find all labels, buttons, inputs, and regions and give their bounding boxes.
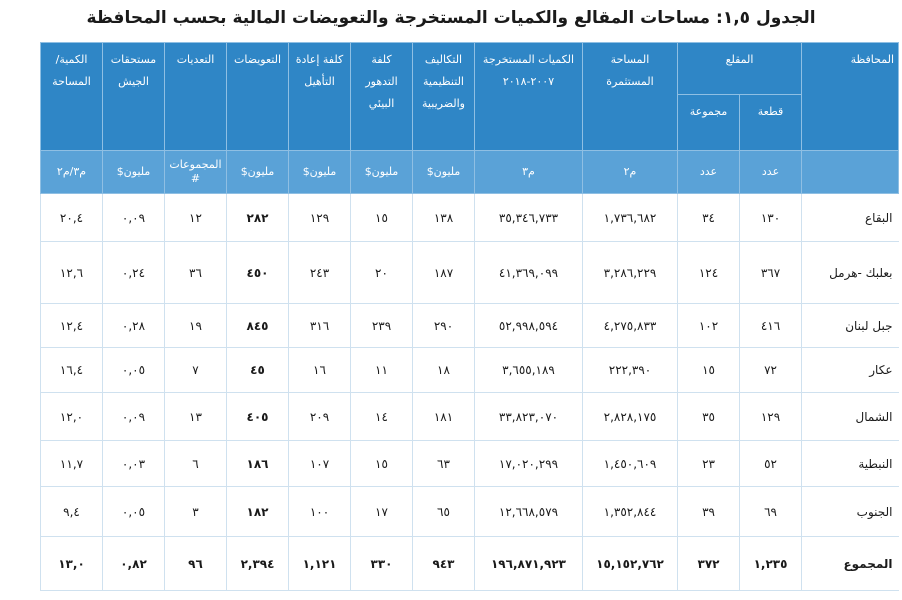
cell-compensation: ١٨٦ <box>227 441 289 487</box>
cell-degradation: ٢٠ <box>351 242 413 304</box>
header-ratio: الكمية/ المساحة <box>41 43 103 151</box>
cell-piece: ٧٢ <box>740 348 802 393</box>
table-row <box>41 304 899 348</box>
cell-costs: ٢٩٠ <box>413 304 475 348</box>
unit-province <box>802 151 899 194</box>
cell-quantities: ١٧,٠٢٠,٢٩٩ <box>475 441 583 487</box>
table-row <box>41 194 899 242</box>
cell-ratio: ٢٠,٤ <box>41 194 103 242</box>
cell-area: ٤,٢٧٥,٨٣٣ <box>583 304 678 348</box>
table-row <box>41 487 899 537</box>
cell-violations: ٧ <box>165 348 227 393</box>
cell-ratio: ١٦,٤ <box>41 348 103 393</box>
header-area: المساحة المستثمرة <box>583 43 678 151</box>
header-province: المحافظة <box>802 43 899 151</box>
cell-piece: ١,٢٣٥ <box>740 537 802 591</box>
cell-ratio: ١٢,٠ <box>41 393 103 441</box>
cell-degradation: ١١ <box>351 348 413 393</box>
cell-piece: ٣٦٧ <box>740 242 802 304</box>
cell-compensation: ٢٨٢ <box>227 194 289 242</box>
cell-ratio: ١٢,٤ <box>41 304 103 348</box>
cell-piece: ٦٩ <box>740 487 802 537</box>
cell-rehab: ١٢٩ <box>289 194 351 242</box>
cell-quantities: ٤١,٣٦٩,٠٩٩ <box>475 242 583 304</box>
cell-province: جبل لبنان <box>802 304 899 348</box>
cell-quantities: ٣٣,٨٢٣,٠٧٠ <box>475 393 583 441</box>
cell-army: ٠,٠٩ <box>103 194 165 242</box>
cell-quantities: ٣٥,٣٤٦,٧٣٣ <box>475 194 583 242</box>
cell-area: ١٥,١٥٢,٧٦٢ <box>583 537 678 591</box>
cell-ratio: ١٢,٦ <box>41 242 103 304</box>
cell-costs: ٩٤٣ <box>413 537 475 591</box>
cell-area: ١,٣٥٢,٨٤٤ <box>583 487 678 537</box>
cell-quantities: ١٩٦,٨٧١,٩٢٣ <box>475 537 583 591</box>
header-degradation: كلفة التدهور البيئي <box>351 43 413 151</box>
cell-costs: ١٨١ <box>413 393 475 441</box>
unit-violations: المجموعات # <box>165 151 227 194</box>
cell-province: الشمال <box>802 393 899 441</box>
cell-compensation: ٤٠٥ <box>227 393 289 441</box>
table-row <box>41 348 899 393</box>
cell-degradation: ١٤ <box>351 393 413 441</box>
cell-army: ٠,٢٨ <box>103 304 165 348</box>
cell-violations: ٣٦ <box>165 242 227 304</box>
cell-violations: ١٣ <box>165 393 227 441</box>
cell-rehab: ١٠٠ <box>289 487 351 537</box>
cell-rehab: ١٠٧ <box>289 441 351 487</box>
data-table <box>40 42 899 591</box>
cell-province: المجموع <box>802 537 899 591</box>
cell-rehab: ٢٠٩ <box>289 393 351 441</box>
table-total-row <box>41 537 899 591</box>
cell-area: ١,٧٣٦,٦٨٢ <box>583 194 678 242</box>
unit-costs: مليون$ <box>413 151 475 194</box>
cell-degradation: ١٧ <box>351 487 413 537</box>
unit-piece: عدد <box>740 151 802 194</box>
cell-costs: ١٣٨ <box>413 194 475 242</box>
cell-province: عكار <box>802 348 899 393</box>
cell-degradation: ١٥ <box>351 441 413 487</box>
cell-province: بعلبك -هرمل <box>802 242 899 304</box>
unit-rehab: مليون$ <box>289 151 351 194</box>
header-rehab: كلفة إعادة التأهيل <box>289 43 351 151</box>
cell-army: ٠,٢٤ <box>103 242 165 304</box>
cell-costs: ٦٣ <box>413 441 475 487</box>
cell-army: ٠,٠٩ <box>103 393 165 441</box>
unit-group: عدد <box>678 151 740 194</box>
cell-compensation: ١٨٢ <box>227 487 289 537</box>
cell-ratio: ١٣,٠ <box>41 537 103 591</box>
cell-rehab: ٣١٦ <box>289 304 351 348</box>
cell-rehab: ٢٤٣ <box>289 242 351 304</box>
cell-costs: ١٨ <box>413 348 475 393</box>
header-compensation: التعويضات <box>227 43 289 151</box>
header-quantities: الكميات المستخرجة ٢٠٠٧-٢٠١٨ <box>475 43 583 151</box>
header-costs: التكاليف التنظيمية والضريبية <box>413 43 475 151</box>
cell-degradation: ١٥ <box>351 194 413 242</box>
table-row <box>41 393 899 441</box>
cell-violations: ١٢ <box>165 194 227 242</box>
cell-violations: ١٩ <box>165 304 227 348</box>
cell-group: ٣٩ <box>678 487 740 537</box>
cell-group: ٣٧٢ <box>678 537 740 591</box>
header-violations: التعديات <box>165 43 227 151</box>
cell-group: ٢٣ <box>678 441 740 487</box>
cell-province: الجنوب <box>802 487 899 537</box>
header-group: مجموعة <box>678 95 740 151</box>
cell-group: ١٢٤ <box>678 242 740 304</box>
table-row <box>41 242 899 304</box>
header-piece: قطعة <box>740 95 802 151</box>
cell-costs: ٦٥ <box>413 487 475 537</box>
cell-rehab: ١,١٢١ <box>289 537 351 591</box>
cell-area: ٢,٨٢٨,١٧٥ <box>583 393 678 441</box>
cell-army: ٠,٠٥ <box>103 348 165 393</box>
cell-compensation: ٤٥٠ <box>227 242 289 304</box>
cell-violations: ٦ <box>165 441 227 487</box>
unit-degradation: مليون$ <box>351 151 413 194</box>
cell-group: ٣٥ <box>678 393 740 441</box>
cell-quantities: ٣,٦٥٥,١٨٩ <box>475 348 583 393</box>
cell-compensation: ٨٤٥ <box>227 304 289 348</box>
cell-province: البقاع <box>802 194 899 242</box>
unit-quantities: م٣ <box>475 151 583 194</box>
cell-group: ١٥ <box>678 348 740 393</box>
cell-ratio: ٩,٤ <box>41 487 103 537</box>
cell-province: النبطية <box>802 441 899 487</box>
cell-ratio: ١١,٧ <box>41 441 103 487</box>
cell-army: ٠,٠٥ <box>103 487 165 537</box>
unit-ratio: م٣/م٢ <box>41 151 103 194</box>
cell-compensation: ٢,٣٩٤ <box>227 537 289 591</box>
unit-army: مليون$ <box>103 151 165 194</box>
cell-degradation: ٣٣٠ <box>351 537 413 591</box>
table-row <box>41 441 899 487</box>
cell-army: ٠,٠٣ <box>103 441 165 487</box>
cell-army: ٠,٨٢ <box>103 537 165 591</box>
cell-rehab: ١٦ <box>289 348 351 393</box>
cell-compensation: ٤٥ <box>227 348 289 393</box>
cell-area: ١,٤٥٠,٦٠٩ <box>583 441 678 487</box>
unit-area: م٢ <box>583 151 678 194</box>
cell-piece: ٤١٦ <box>740 304 802 348</box>
cell-piece: ١٢٩ <box>740 393 802 441</box>
cell-piece: ١٣٠ <box>740 194 802 242</box>
cell-costs: ١٨٧ <box>413 242 475 304</box>
cell-quantities: ٥٢,٩٩٨,٥٩٤ <box>475 304 583 348</box>
cell-violations: ٩٦ <box>165 537 227 591</box>
cell-quantities: ١٢,٦٦٨,٥٧٩ <box>475 487 583 537</box>
cell-group: ١٠٢ <box>678 304 740 348</box>
cell-violations: ٣ <box>165 487 227 537</box>
cell-piece: ٥٢ <box>740 441 802 487</box>
header-quarry: المقلع <box>678 43 802 95</box>
header-army: مستحقات الجيش <box>103 43 165 151</box>
cell-area: ٣,٢٨٦,٢٢٩ <box>583 242 678 304</box>
table-title: الجدول ١,٥: مساحات المقالع والكميات المستخرجة والتعويضات المالية بحسب المحافظة <box>86 8 816 28</box>
unit-compensation: مليون$ <box>227 151 289 194</box>
cell-group: ٣٤ <box>678 194 740 242</box>
cell-degradation: ٢٣٩ <box>351 304 413 348</box>
cell-area: ٢٢٢,٣٩٠ <box>583 348 678 393</box>
